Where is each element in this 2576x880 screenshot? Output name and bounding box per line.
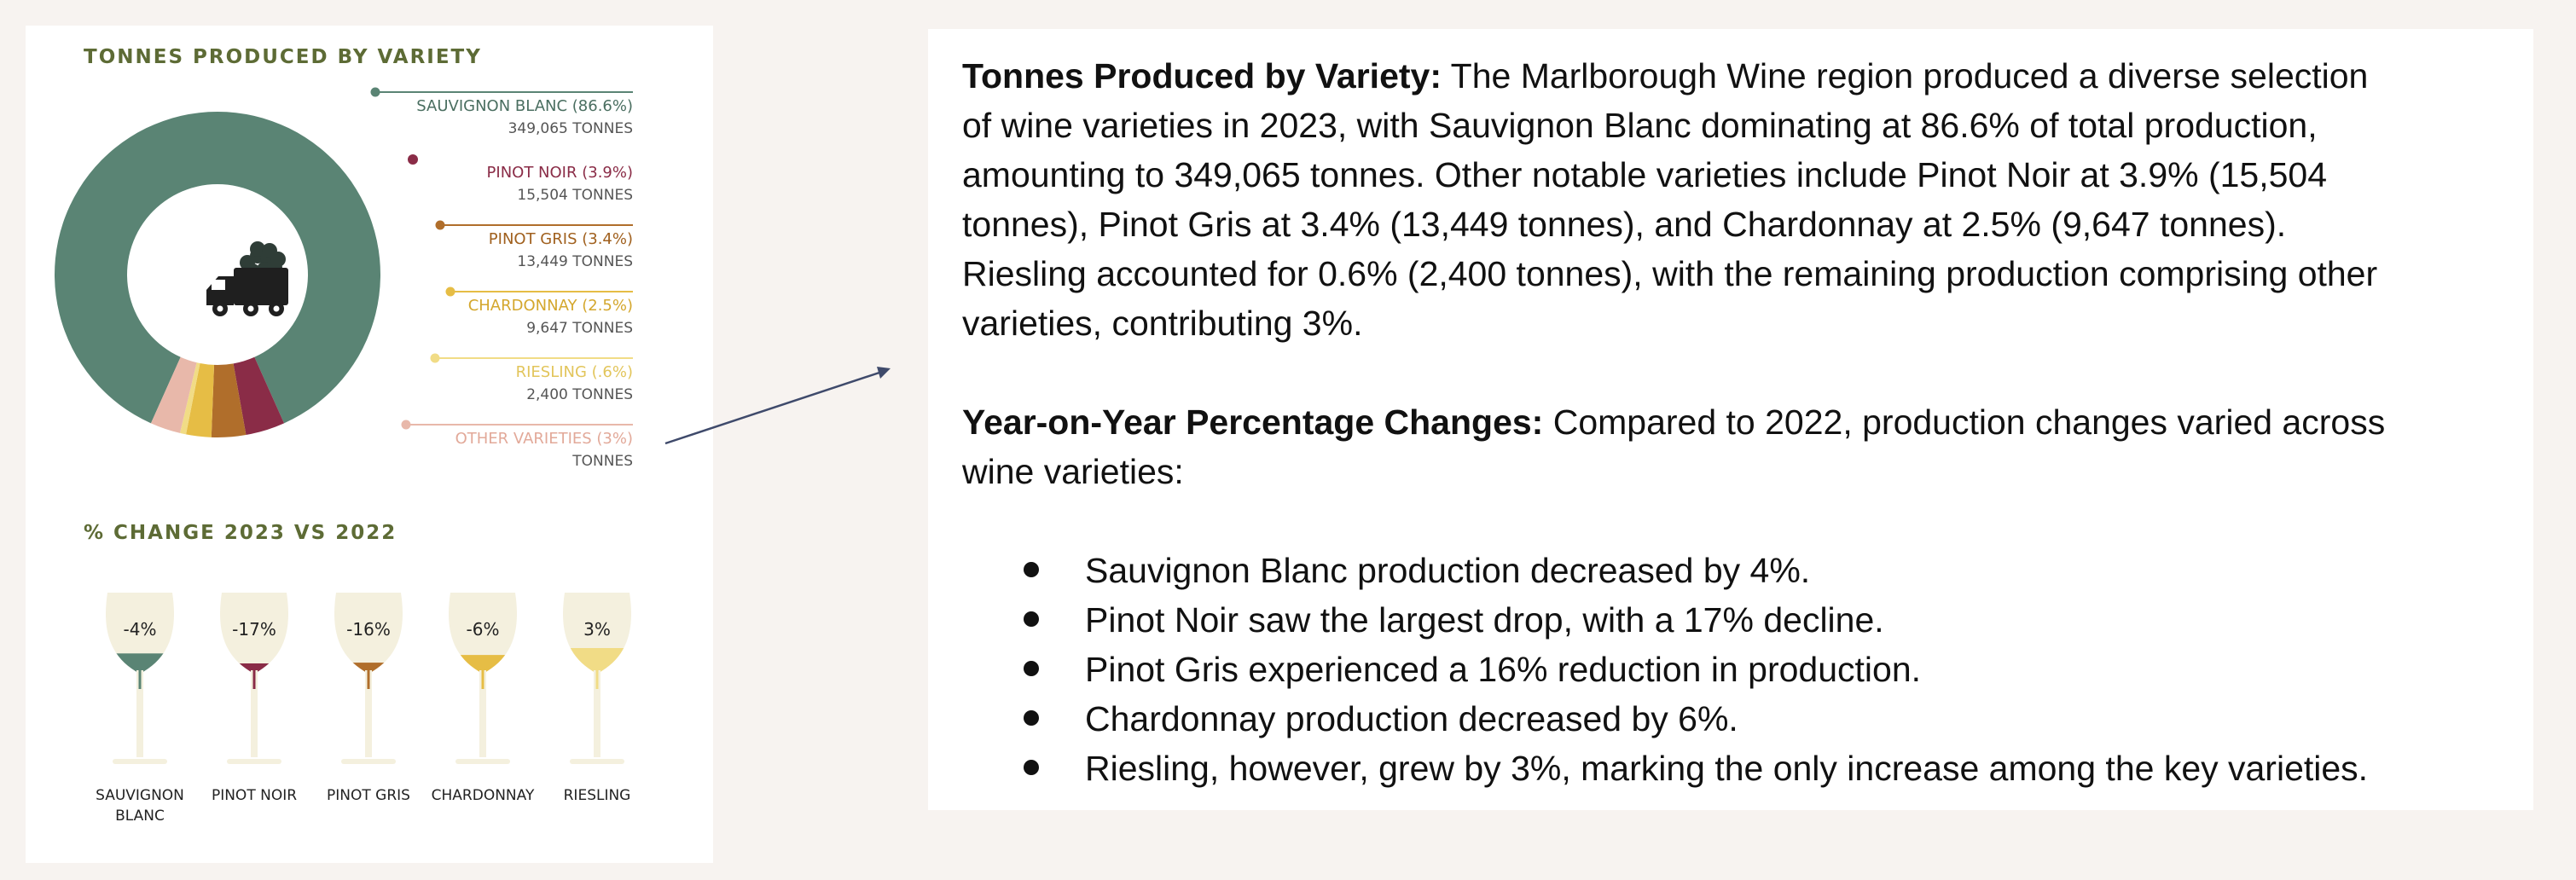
legend-label: PINOT NOIR (3.9%) bbox=[486, 164, 633, 182]
text-line: The Marlborough Wine region produced a diverse selection bbox=[1442, 56, 2369, 96]
list-item bbox=[962, 744, 2498, 793]
text-line: Riesling accounted for 0.6% (2,400 tonnes), with the remaining production comprising other bbox=[962, 254, 2378, 293]
paragraph-changes bbox=[962, 397, 2498, 496]
list-item bbox=[962, 645, 2498, 694]
text-line: amounting to 349,065 tonnes. Other notable varieties include Pinot Noir at 3.9% (15,504 bbox=[962, 155, 2328, 194]
text-line: varieties, contributing 3%. bbox=[962, 304, 1363, 343]
list-item bbox=[962, 595, 2498, 645]
text-line: tonnes), Pinot Gris at 3.4% (13,449 tonnes), and Chardonnay at 2.5% (9,647 tonnes). bbox=[962, 205, 2287, 244]
legend-tonnes: TONNES bbox=[572, 453, 633, 470]
glass-value-label: -6% bbox=[466, 619, 500, 640]
list-item-text: Riesling, however, grew by 3%, marking the only increase among the key varieties. bbox=[1085, 749, 2369, 788]
description-panel bbox=[928, 29, 2533, 810]
description-text bbox=[962, 51, 2498, 793]
glass-category-label: CHARDONNAY bbox=[431, 787, 535, 804]
change-chart-title: % CHANGE 2023 VS 2022 bbox=[84, 522, 397, 544]
legend-label: CHARDONNAY (2.5%) bbox=[467, 297, 633, 315]
glass-value-label: -4% bbox=[123, 619, 157, 640]
list-item-text: Pinot Gris experienced a 16% reduction in production. bbox=[1085, 650, 1922, 689]
glass-category-label: PINOT NOIR bbox=[211, 787, 298, 804]
list-item bbox=[962, 546, 2498, 595]
donut-chart-title: TONNES PRODUCED BY VARIETY bbox=[84, 46, 482, 68]
legend-label: OTHER VARIETIES (3%) bbox=[455, 430, 633, 448]
text-line: of wine varieties in 2023, with Sauvignon Blanc dominating at 86.6% of total production, bbox=[962, 106, 2318, 145]
bullet-icon bbox=[1024, 760, 1039, 775]
list-item-text: Pinot Noir saw the largest drop, with a 17% decline. bbox=[1085, 600, 1884, 640]
legend-label: SAUVIGNON BLANC (86.6%) bbox=[416, 97, 633, 115]
glass-value-label: -17% bbox=[232, 619, 276, 640]
arrow-head bbox=[877, 367, 891, 379]
text-line: Compared to 2022, production changes varied across bbox=[1543, 402, 2386, 442]
legend-label: PINOT GRIS (3.4%) bbox=[488, 230, 633, 248]
glass-category-label: PINOT GRIS bbox=[327, 787, 410, 804]
bullet-icon bbox=[1024, 562, 1039, 577]
bullet-icon bbox=[1024, 710, 1039, 726]
glass-value-label: -16% bbox=[346, 619, 391, 640]
list-item bbox=[962, 694, 2498, 744]
paragraph-tonnes-title: Tonnes Produced by Variety: bbox=[962, 56, 1442, 96]
glass-category-label: BLANC bbox=[115, 808, 165, 825]
glass-category-label: RIESLING bbox=[563, 787, 631, 804]
legend-label: RIESLING (.6%) bbox=[515, 363, 633, 381]
text-line: wine varieties: bbox=[962, 452, 1184, 491]
glass-category-label: SAUVIGNON bbox=[96, 787, 184, 804]
arrow-line bbox=[665, 370, 887, 443]
glass-value-label: 3% bbox=[583, 619, 611, 640]
legend-tonnes: 13,449 TONNES bbox=[517, 253, 633, 270]
changes-bullet-list bbox=[962, 546, 2498, 793]
bullet-icon bbox=[1024, 611, 1039, 627]
paragraph-tonnes bbox=[962, 51, 2498, 348]
legend-tonnes: 9,647 TONNES bbox=[526, 320, 633, 337]
legend-tonnes: 2,400 TONNES bbox=[526, 386, 633, 403]
legend-tonnes: 349,065 TONNES bbox=[508, 120, 633, 137]
list-item-text: Sauvignon Blanc production decreased by 4%. bbox=[1085, 551, 1811, 590]
paragraph-changes-title: Year-on-Year Percentage Changes: bbox=[962, 402, 1544, 442]
list-item-text: Chardonnay production decreased by 6%. bbox=[1085, 699, 1738, 738]
legend-tonnes: 15,504 TONNES bbox=[517, 187, 633, 204]
bullet-icon bbox=[1024, 661, 1039, 676]
